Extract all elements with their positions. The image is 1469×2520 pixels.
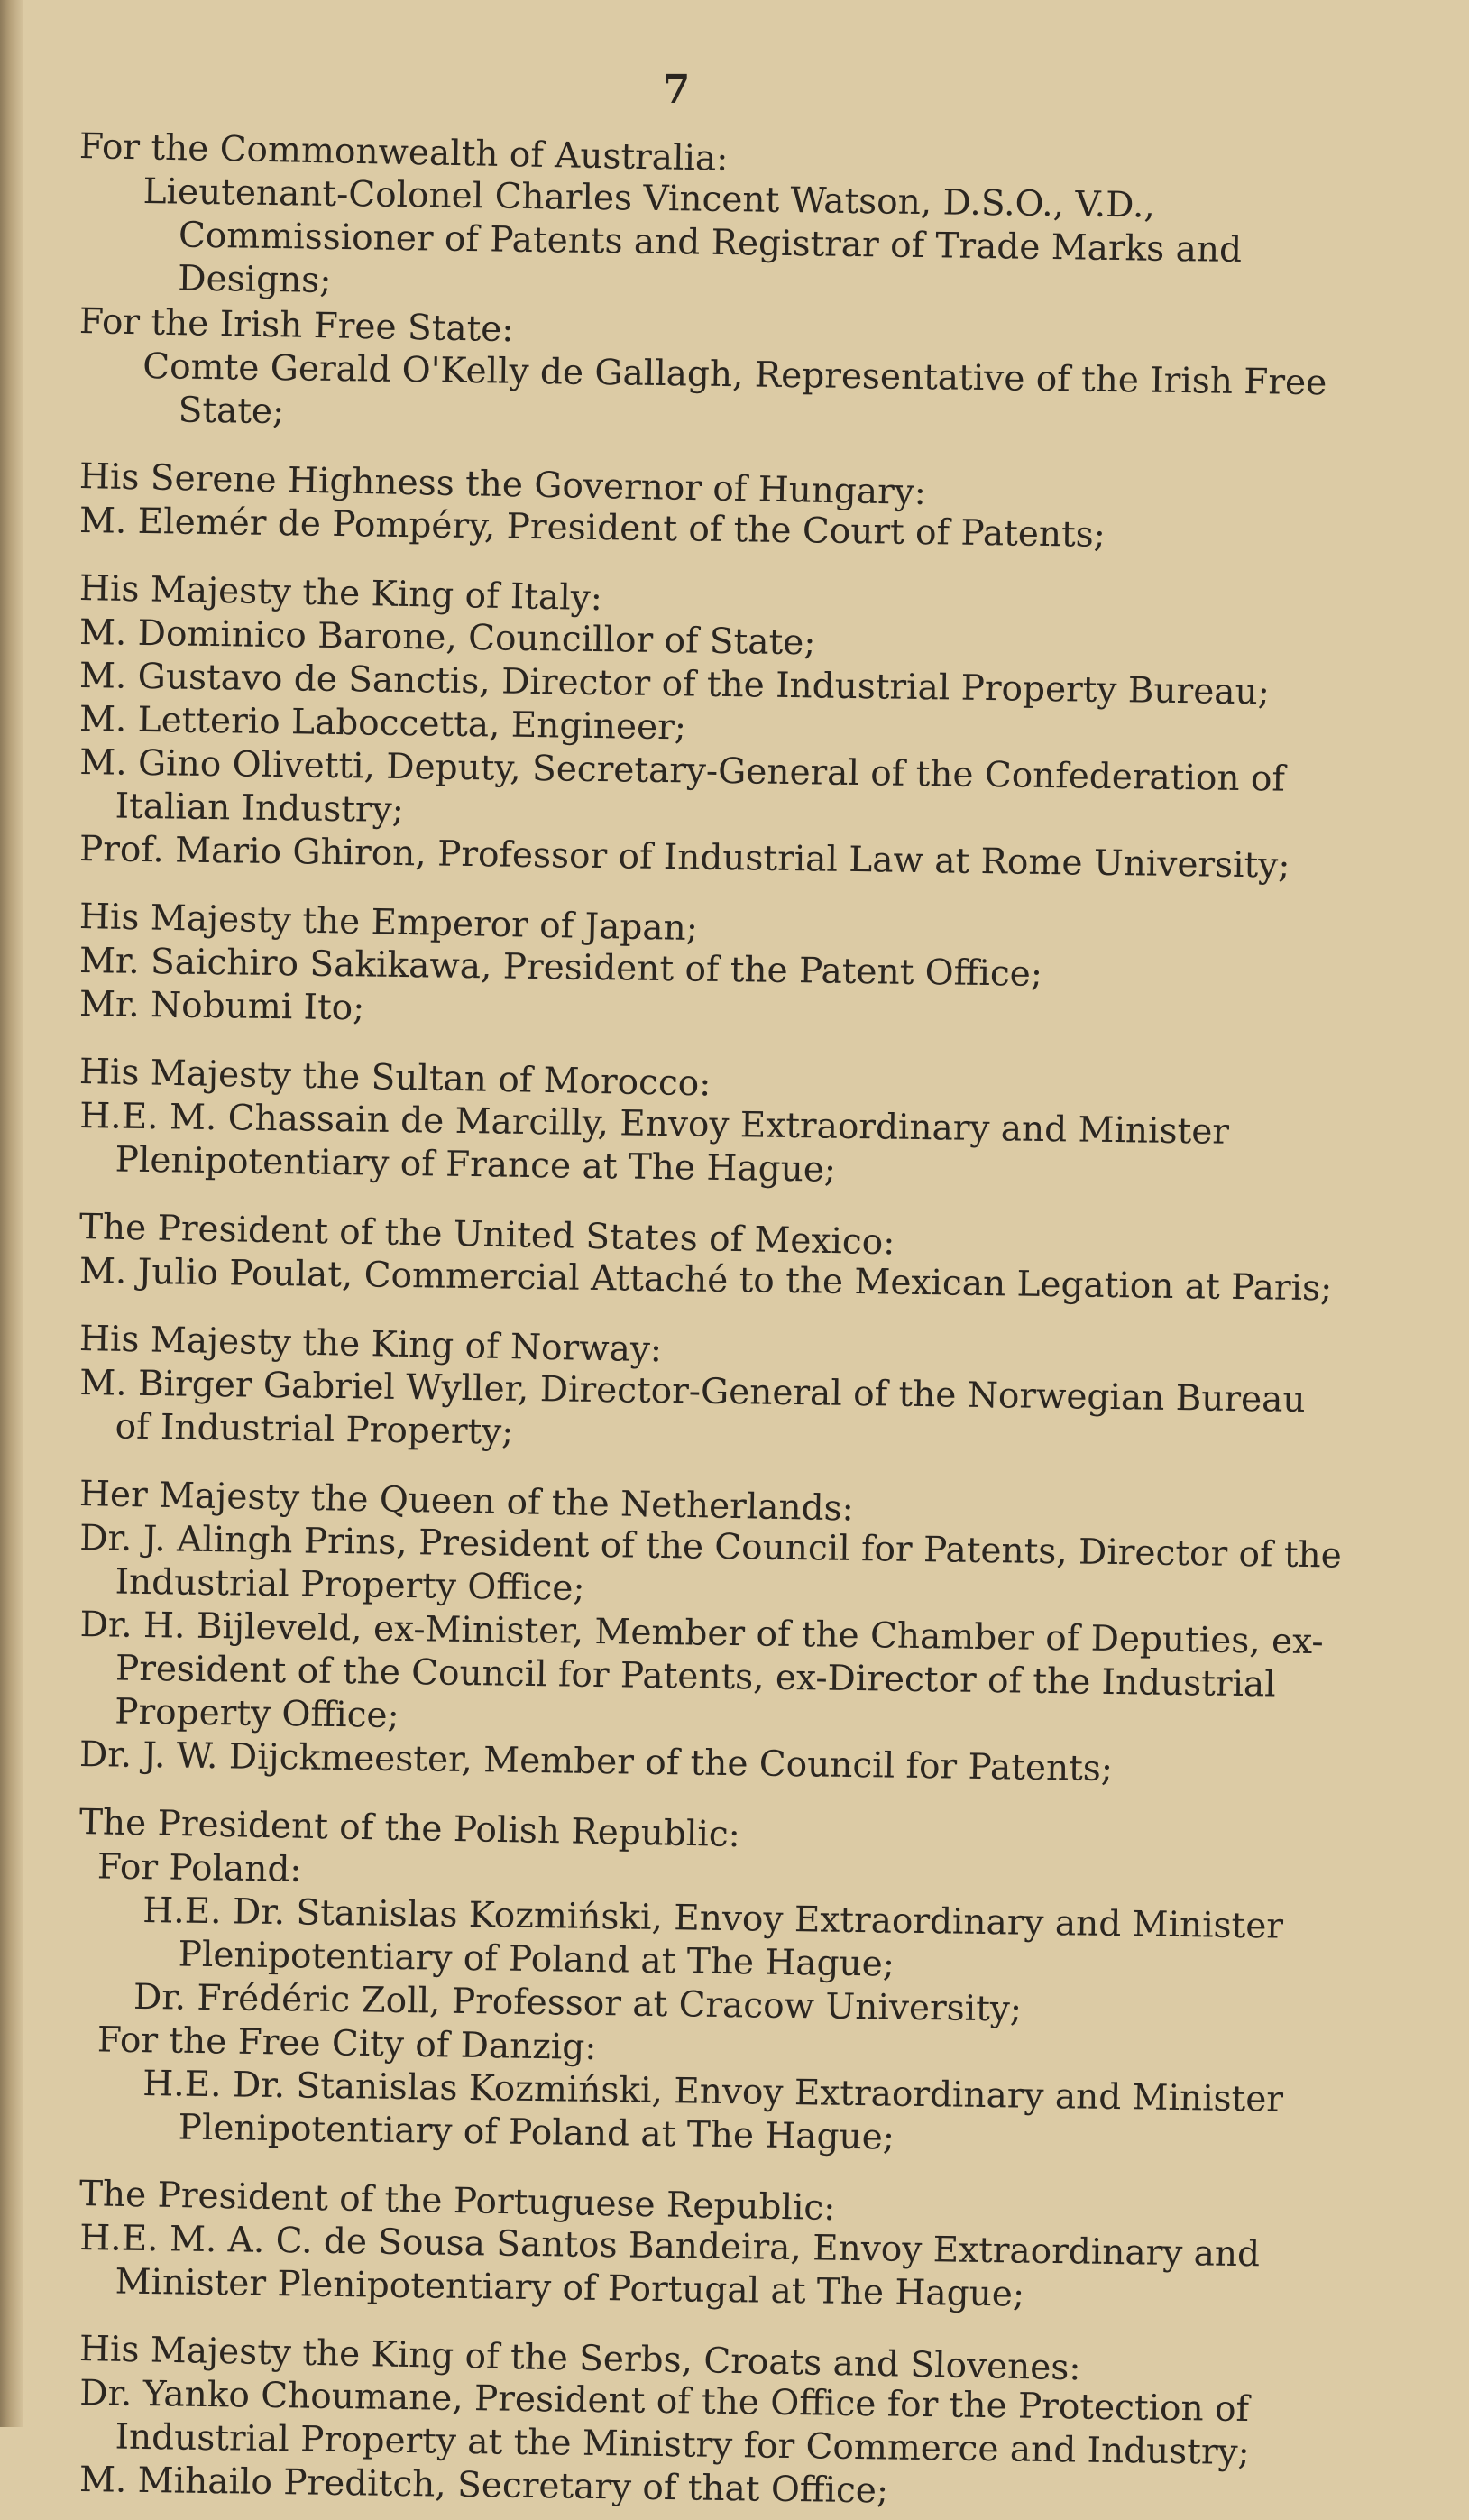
plenipotentiary-entry: Lieutenant-Colonel Charles Vincent Watson, D.S.O., V.D., Commissioner of Patents and Registrar of Trade Marks and Designs; (142, 170, 1243, 301)
plenipotentiary-entry: Dr. Yanko Choumane, President of the Office for the Protection of Industrial Property at the Ministry for Commerce and Industry; (79, 2373, 1251, 2474)
plenipotentiary-entry: M. Dominico Barone, Councillor of State; (78, 612, 816, 664)
plenipotentiary-entry: Mr. Nobumi Ito; (78, 984, 365, 1029)
section-heading: For the Commonwealth of Australia: (78, 126, 729, 179)
section-heading: His Majesty the Sultan of Morocco: (78, 1052, 712, 1105)
plenipotentiary-entry: Prof. Mario Ghiron, Professor of Industrial Law at Rome University; (78, 829, 1290, 887)
section-heading: For the Irish Free State: (78, 301, 514, 351)
plenipotentiary-entry: Mr. Saichiro Sakikawa, President of the Patent Office; (78, 941, 1043, 995)
section-heading: His Serene Highness the Governor of Hungary: (78, 456, 927, 514)
plenipotentiary-entry: M. Julio Poulat, Commercial Attaché to the Mexican Legation at Paris; (78, 1251, 1333, 1310)
section-heading: The President of the United States of Mexico: (78, 1207, 895, 1264)
section-heading: The President of the Portuguese Republic: (78, 2174, 836, 2230)
section-heading: The President of the Polish Republic: (78, 1802, 741, 1856)
section-heading: His Majesty the King of Italy: (78, 568, 603, 620)
section-heading: His Majesty the Emperor of Japan; (78, 897, 699, 950)
plenipotentiary-entry: M. Birger Gabriel Wyller, Director-General of the Norwegian Bureau of Industrial Property; (79, 1363, 1306, 1453)
plenipotentiary-entry: M. Gustavo de Sanctis, Director of the Industrial Property Bureau; (78, 656, 1271, 713)
plenipotentiary-entry: H.E. M. A. C. de Sousa Santos Bandeira, Envoy Extraordinary and Minister Plenipotentiary of Portugal at The Hague; (79, 2218, 1261, 2315)
section-heading: His Majesty the King of Norway: (78, 1319, 663, 1371)
plenipotentiaries-list (78, 124, 1343, 2512)
plenipotentiary-entry: M. Mihailo Preditch, Secretary of that Office; (78, 2460, 889, 2512)
plenipotentiary-entry: Dr. H. Bijleveld, ex-Minister, Member of the Chamber of Deputies, ex-President of the Council for Patents, ex-Director of the Industrial Property Office; (79, 1605, 1324, 1736)
plenipotentiary-entry: Dr. J. Alingh Prins, President of the Council for Patents, Director of the Industrial Property Office; (79, 1518, 1343, 1609)
subsection-heading: For the Free City of Danzig: (96, 2019, 597, 2069)
plenipotentiary-entry: Dr. J. W. Dijckmeester, Member of the Council for Patents; (78, 1734, 1114, 1789)
plenipotentiary-entry: H.E. M. Chassain de Marcilly, Envoy Extraordinary and Minister Plenipotentiary of France at The Hague; (79, 1096, 1230, 1191)
plenipotentiary-entry: M. Gino Olivetti, Deputy, Secretary-General of the Confederation of Italian Industry; (79, 742, 1286, 832)
plenipotentiary-entry: M. Letterio Laboccetta, Engineer; (78, 699, 687, 749)
plenipotentiary-entry: H.E. Dr. Stanislas Kozmiński, Envoy Extraordinary and Minister Plenipotentiary of Poland at The Hague; (142, 2063, 1284, 2158)
subsection-heading: For Poland: (96, 1846, 302, 1890)
plenipotentiary-entry: H.E. Dr. Stanislas Kozmiński, Envoy Extraordinary and Minister Plenipotentiary of Poland at The Hague; (142, 1890, 1284, 1985)
section-heading: Her Majesty the Queen of the Netherlands: (78, 1474, 855, 1530)
plenipotentiary-entry: Dr. Frédéric Zoll, Professor at Cracow University; (133, 1976, 1023, 2030)
page-number: 7 (662, 67, 691, 113)
plenipotentiary-entry: M. Elemér de Pompéry, President of the Court of Patents; (78, 501, 1106, 556)
section-heading: His Majesty the King of the Serbs, Croats and Slovenes: (78, 2329, 1081, 2389)
plenipotentiary-entry: Comte Gerald O'Kelly de Gallagh, Representative of the Irish Free State; (142, 345, 1327, 433)
